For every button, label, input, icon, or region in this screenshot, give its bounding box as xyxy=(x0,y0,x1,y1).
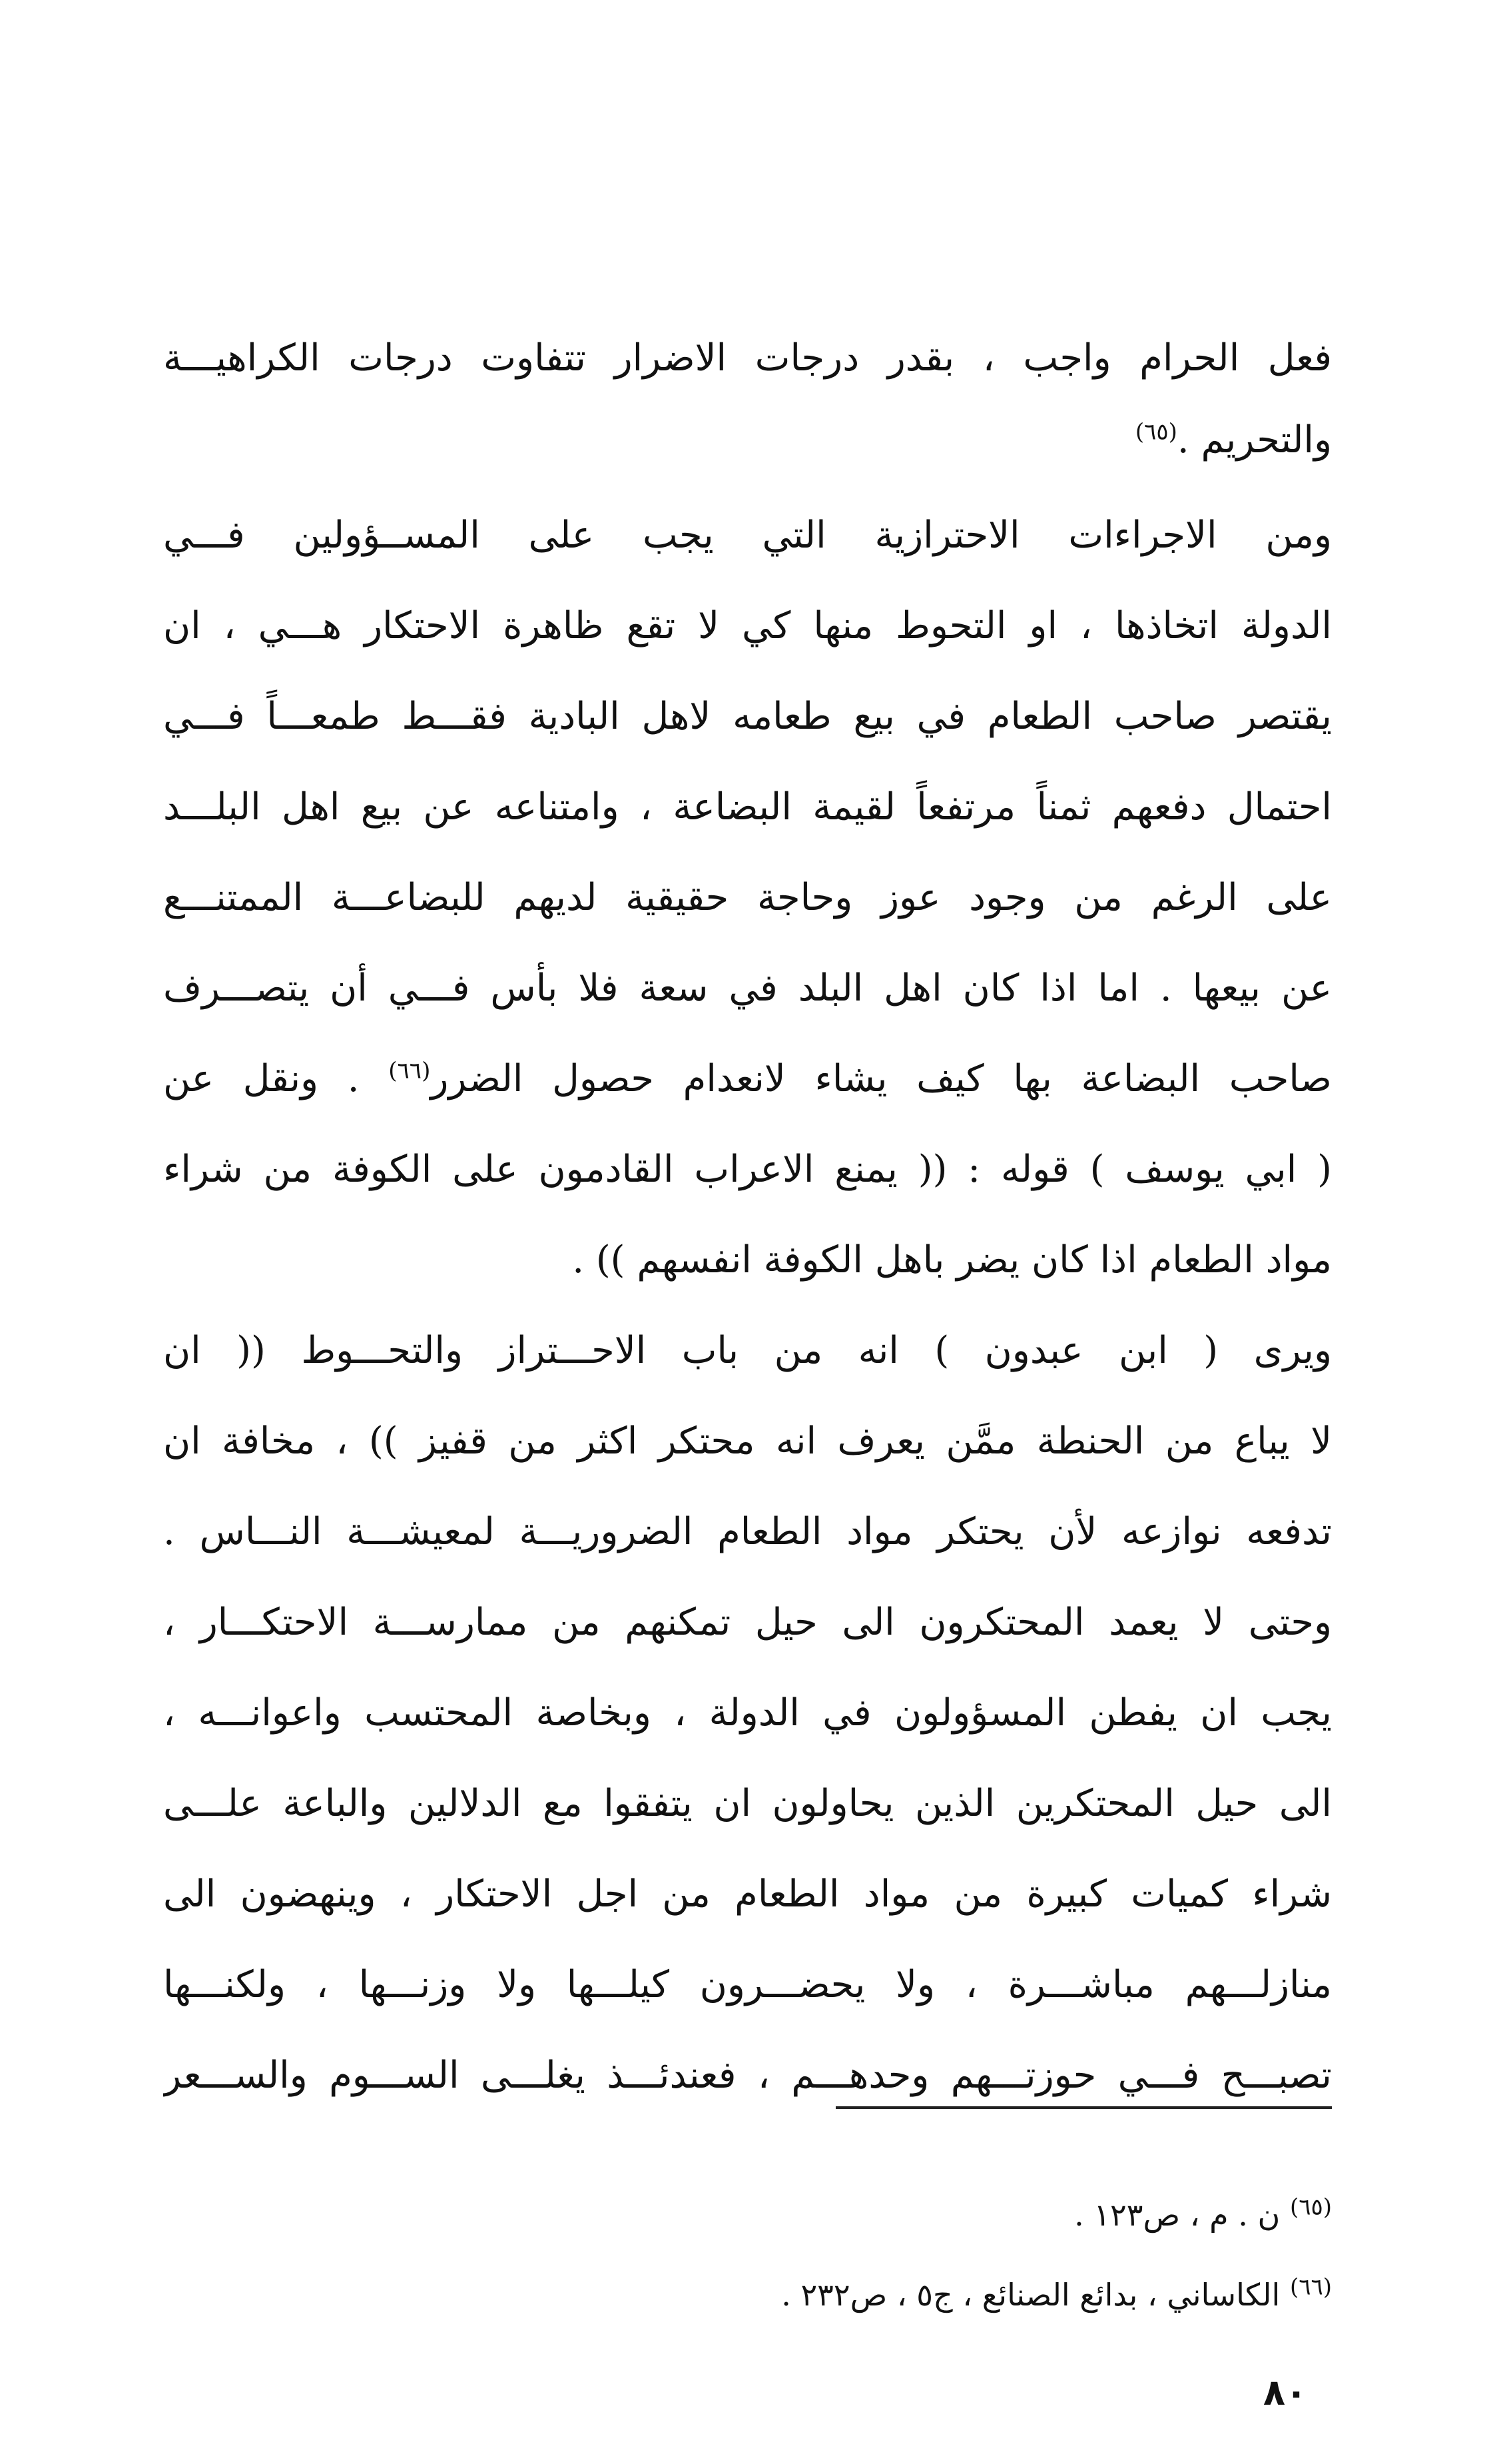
text-line xyxy=(163,1306,1332,1396)
text-line xyxy=(163,490,1332,581)
line-text: . ونقل عن xyxy=(163,1057,389,1100)
text-line xyxy=(163,1034,1332,1124)
footnote-separator xyxy=(836,2106,1332,2109)
page-number: ٨٠ xyxy=(1263,2371,1307,2413)
footnote-ref: (٦٦) xyxy=(388,1057,431,1084)
footnote-number: (٦٦) xyxy=(1289,2273,1332,2301)
text-line xyxy=(163,1759,1332,1849)
text-line xyxy=(163,581,1332,671)
text-line xyxy=(163,1124,1332,1215)
line-text: ( ابي يوسف ) قوله : (( يمنع الاعراب القادمون على الكوفة من شراء xyxy=(163,1148,1332,1191)
footnote xyxy=(163,2175,1332,2255)
line-text: يقتصر صاحب الطعام في بيع طعامه لاهل البادية فقـــط طمعـــاً فـــي xyxy=(163,695,1332,738)
footnote-ref: (٦٥) xyxy=(1135,418,1177,446)
line-text: على الرغم من وجود عوز وحاجة حقيقية لديهم للبضاعـــة الممتنـــع xyxy=(163,876,1332,919)
line-text: يجب ان يفطن المسؤولون في الدولة ، وبخاصة المحتسب واعوانـــه ، xyxy=(163,1691,1332,1735)
line-text: عن بيعها . اما اذا كان اهل البلد في سعة فلا بأس فـــي أن يتصـــرف xyxy=(163,967,1332,1010)
line-text: فعل الحرام واجب ، بقدر درجات الاضرار تتفاوت درجات الكراهيـــة xyxy=(163,336,1332,380)
footnotes xyxy=(163,2175,1332,2335)
body-text xyxy=(163,313,1332,2121)
text-line xyxy=(163,671,1332,762)
line-text: ومن الاجراءات الاحترازية التي يجب على المســؤولين فـــي xyxy=(163,514,1332,557)
line-text: الدولة اتخاذها ، او التحوط منها كي لا تقع ظاهرة الاحتكار هـــي ، ان xyxy=(163,604,1332,647)
text-line xyxy=(163,1940,1332,2030)
text-line xyxy=(163,1215,1332,1306)
line-text: منازلـــهم مباشـــرة ، ولا يحضـــرون كيلـــها ولا وزنـــها ، ولكنـــها xyxy=(163,1963,1332,2006)
text-line xyxy=(163,1668,1332,1759)
footnote-text: ن . م ، ص١٢٣ . xyxy=(1074,2197,1281,2233)
line-text: وحتى لا يعمد المحتكرون الى حيل تمكنهم من ممارســـة الاحتكـــار ، xyxy=(163,1601,1332,1644)
text-line xyxy=(163,1577,1332,1668)
line-text: تصبـــح فـــي حوزتـــهم وحدهـــم ، فعندئـــذ يغلـــى الســـوم والســـعر xyxy=(163,2054,1332,2097)
line-text: لا يباع من الحنطة ممَّن يعرف انه محتكر اكثر من قفيز )) ، مخافة ان xyxy=(163,1420,1332,1463)
line-text: احتمال دفعهم ثمناً مرتفعاً لقيمة البضاعة ، وامتناعه عن بيع اهل البلـــد xyxy=(163,785,1332,829)
line-text: صاحب البضاعة بها كيف يشاء لانعدام حصول الضرر xyxy=(430,1057,1332,1100)
text-line xyxy=(163,404,1332,477)
footnote xyxy=(163,2255,1332,2335)
text-line xyxy=(163,1849,1332,1940)
text-line xyxy=(163,762,1332,853)
footnote-number: (٦٥) xyxy=(1289,2194,1332,2221)
line-text: مواد الطعام اذا كان يضر باهل الكوفة انفسهم )) . xyxy=(572,1238,1332,1282)
line-text: ويرى ( ابن عبدون ) انه من باب الاحـــتراز والتحـــوط (( ان xyxy=(163,1329,1332,1372)
line-text: تدفعه نوازعه لأن يحتكر مواد الطعام الضروريـــة لمعيشـــة النـــاس . xyxy=(163,1510,1332,1553)
text-line xyxy=(163,943,1332,1034)
line-text: الى حيل المحتكرين الذين يحاولون ان يتفقوا مع الدلالين والباعة علـــى xyxy=(163,1782,1332,1825)
text-line xyxy=(163,1396,1332,1487)
footnote-text: الكاساني ، بدائع الصنائع ، ج٥ ، ص٢٣٢ . xyxy=(781,2277,1281,2313)
line-text: شراء كميات كبيرة من مواد الطعام من اجل الاحتكار ، وينهضون الى xyxy=(163,1872,1332,1916)
line-text: والتحريم . xyxy=(1177,418,1332,462)
text-line xyxy=(163,1487,1332,1577)
text-line xyxy=(163,853,1332,943)
text-line xyxy=(163,313,1332,404)
